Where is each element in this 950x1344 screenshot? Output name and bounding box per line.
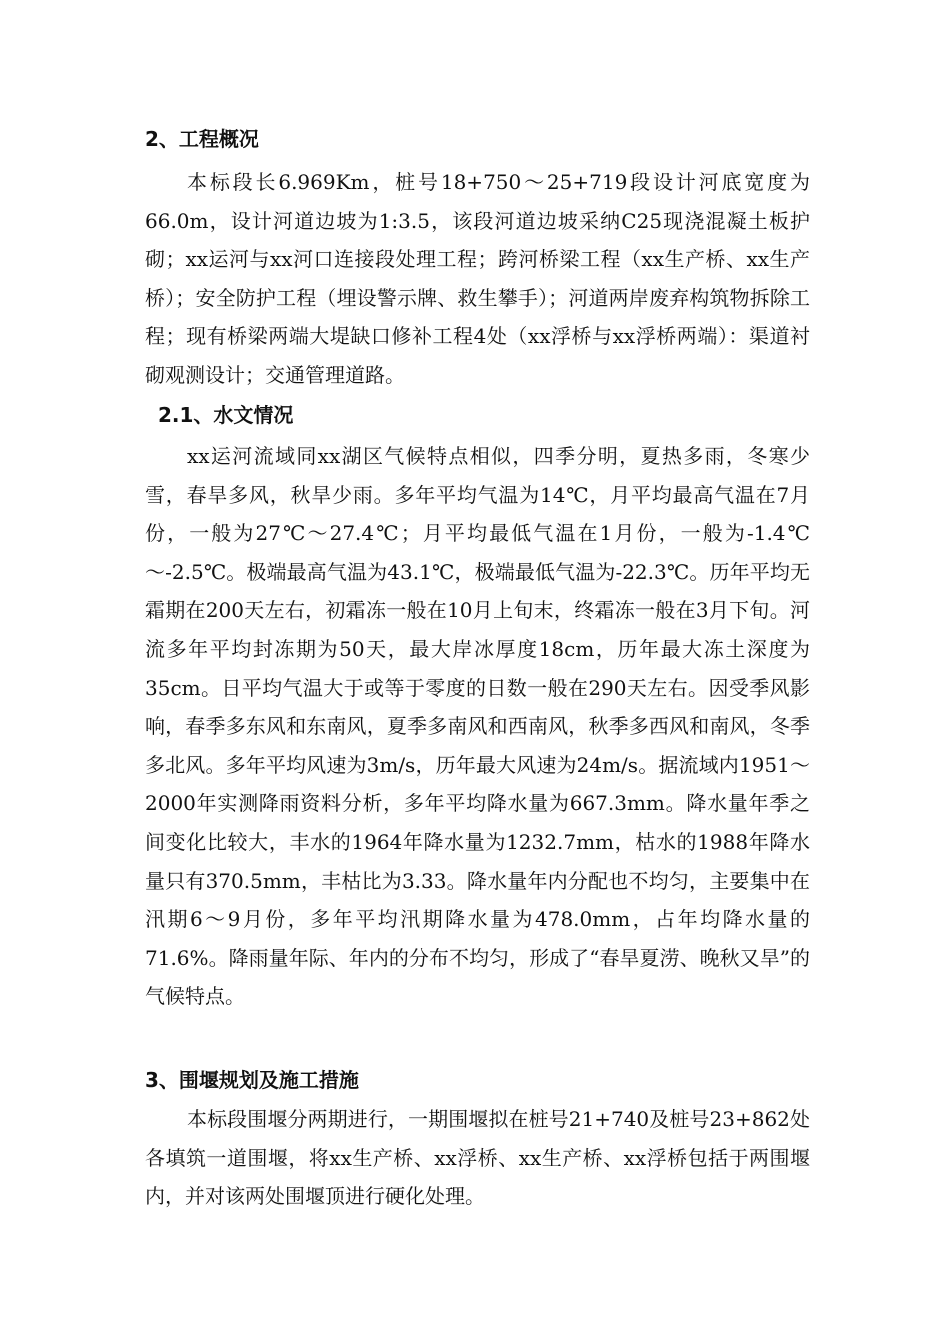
section-heading-project-overview: 2、工程概况 [145, 127, 259, 151]
paragraph-project-overview: 本标段长6.969Km，桩号18+750～25+719段设计河底宽度为66.0m，设计河道边坡为1:3.5，该段河道边坡采纳C25现浇混凝土板护砌；xx运河与xx河口连接段处理工程；跨河桥梁工程（xx生产桥、xx生产桥）；安全防护工程（埋设警示牌、救生攀手）；河道两岸废弃构筑物拆除工程；现有桥梁两端大堤缺口修补工程4处（xx浮桥与xx浮桥两端）：渠道衬砌观测设计；交通管理道路。 [145, 170, 810, 387]
paragraph-hydrology: xx运河流域同xx湖区气候特点相似，四季分明，夏热多雨，冬寒少雪，春旱多风，秋旱少雨。多年平均气温为14℃，月平均最高气温在7月份，一般为27℃～27.4℃；月平均最低气温在1月份，一般为-1.4℃～-2.5℃。极端最高气温为43.1℃，极端最低气温为-22.3℃。历年平均无霜期在200天左右，初霜冻一般在10月上旬末，终霜冻一般在3月下旬。河流多年平均封冻期为50天，最大岸冰厚度18cm，历年最大冻土深度为35cm。日平均气温大于或等于零度的日数一般在290天左右。因受季风影响，春季多东风和东南风，夏季多南风和西南风，秋季多西风和南风，冬季多北风。多年平均风速为3m/s，历年最大风速为24m/s。据流域内1951～2000年实测降雨资料分析，多年平均降水量为667.3mm。降水量年季之间变化比较大，丰水的1964年降水量为1232.7mm，枯水的1988年降水量只有370.5mm，丰枯比为3.33。降水量年内分配也不均匀，主要集中在汛期6～9月份，多年平均汛期降水量为478.0mm，占年均降水量的71.6%。降雨量年际、年内的分布不均匀，形成了“春旱夏涝、晚秋又旱”的气候特点。 [145, 444, 810, 1009]
section-heading-cofferdam-planning: 3、围堰规划及施工措施 [145, 1068, 359, 1092]
paragraph-cofferdam-planning: 本标段围堰分两期进行，一期围堰拟在桩号21+740及桩号23+862处各填筑一道围堰，将xx生产桥、xx浮桥、xx生产桥、xx浮桥包括于两围堰内，并对该两处围堰顶进行硬化处理。 [145, 1107, 810, 1209]
section-heading-hydrology: 2.1、水文情况 [158, 403, 294, 427]
